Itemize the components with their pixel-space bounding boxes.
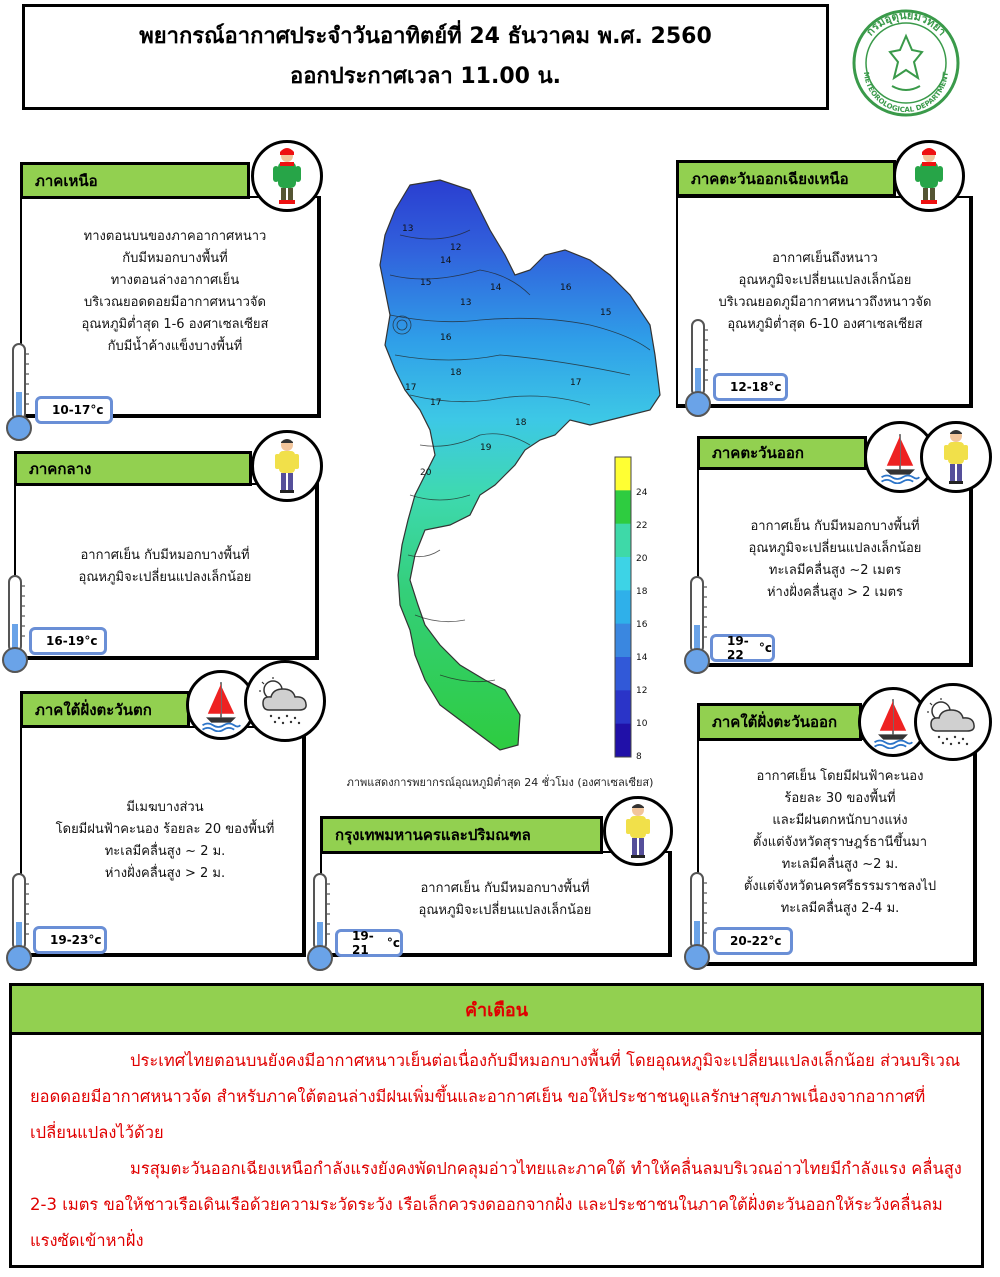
contour-label: 14: [490, 283, 502, 293]
legend-swatch: [615, 490, 631, 524]
bangkok-line: อุณหภูมิจะเปลี่ยนแปลงเล็กน้อย: [418, 903, 592, 918]
contour-label: 14: [440, 256, 452, 266]
contour-label: 17: [570, 378, 582, 388]
thermometer-icon: [305, 872, 335, 976]
seal-text-thai: กรมอุตุนิยมวิทยา: [863, 8, 949, 39]
south-east-line: ทะเลมีคลื่นสูง 2-4 ม.: [780, 901, 900, 916]
rain-cloud-icon: [244, 660, 326, 742]
thermometer-icon: [683, 318, 713, 422]
temp-unit: °c: [84, 634, 98, 648]
central-temp-range: [29, 627, 107, 655]
northeast-line: อุณหภูมิจะเปลี่ยนแปลงเล็กน้อย: [738, 273, 912, 288]
south-east-line: ทะเลมีคลื่นสูง ~2 ม.: [781, 857, 899, 872]
contour-label: 17: [405, 383, 417, 393]
legend-swatch: [615, 690, 631, 724]
south-west-line: ห่างฝั่งคลื่นสูง > 2 ม.: [104, 866, 226, 881]
east-line: อุณหภูมิจะเปลี่ยนแปลงเล็กน้อย: [748, 541, 922, 556]
northeast-temp-value: 12-18: [730, 380, 769, 394]
legend-swatch: [615, 624, 631, 658]
north-line: ทางตอนบนของภาคอากาศหนาว: [83, 229, 267, 244]
header-box: [22, 4, 829, 110]
northeast-line: อุณหภูมิต่ำสุด 6-10 องศาเซลเซียส: [727, 317, 923, 332]
cool-person-icon: [603, 796, 673, 866]
contour-label: 13: [402, 224, 414, 234]
cool-person-icon: [920, 421, 992, 493]
east-line: ห่างฝั่งคลื่นสูง > 2 เมตร: [766, 585, 903, 600]
north-temp-range: [35, 396, 113, 424]
south-west-forecast-text: [30, 797, 300, 885]
bangkok-line: อากาศเย็น กับมีหมอกบางพื้นที่: [420, 881, 590, 896]
south-east-line: ตั้งแต่จังหวัดสุราษฎร์ธานีขึ้นมา: [752, 835, 928, 850]
south-east-title: ภาคใต้ฝั่งตะวันออก: [697, 703, 862, 741]
meteorological-department-seal-icon: [842, 8, 970, 118]
legend-tick: 16: [636, 620, 648, 630]
east-line: อากาศเย็น กับมีหมอกบางพื้นที่: [750, 519, 920, 534]
contour-label: 12: [450, 243, 462, 253]
contour-label: 13: [460, 298, 472, 308]
east-line: ทะเลมีคลื่นสูง ~2 เมตร: [768, 563, 902, 578]
south-west-line: โดยมีฝนฟ้าคะนอง ร้อยละ 20 ของพื้นที่: [55, 822, 275, 837]
south-west-temp-value: 19-23: [50, 933, 89, 947]
legend-tick: 24: [636, 488, 648, 498]
cold-person-icon: [893, 140, 965, 212]
thermometer-icon: [682, 575, 712, 679]
thermometer-icon: [0, 574, 30, 678]
east-title: ภาคตะวันออก: [697, 436, 867, 470]
color-scale-legend: [615, 457, 648, 762]
rain-cloud-icon: [914, 683, 992, 761]
north-line: ทางตอนล่างอากาศเย็น: [110, 273, 240, 288]
contour-label: 17: [430, 398, 442, 408]
northeast-title: ภาคตะวันออกเฉียงเหนือ: [676, 160, 896, 197]
north-line: อุณหภูมิต่ำสุด 1-6 องศาเซลเซียส: [81, 317, 269, 332]
temp-unit: °c: [90, 403, 104, 417]
temp-unit: °c: [768, 380, 782, 394]
seal-text-english: METEOROLOGICAL DEPARTMENT: [861, 71, 951, 115]
south-east-line: และมีฝนตกหนักบางแห่ง: [772, 813, 908, 828]
map-caption: ภาพแสดงการพยากรณ์อุณหภูมิต่ำสุด 24 ชั่วโมง (องศาเซลเซียส): [346, 776, 654, 789]
warning-title: คำเตือน: [9, 983, 984, 1035]
north-title: ภาคเหนือ: [20, 162, 250, 199]
legend-swatch: [615, 557, 631, 591]
thermometer-icon: [682, 871, 712, 975]
south-east-temp-range: [713, 927, 793, 955]
temp-unit: °c: [88, 933, 102, 947]
contour-label: 20: [420, 468, 432, 478]
south-west-line: ทะเลมีคลื่นสูง ~ 2 ม.: [104, 844, 226, 859]
legend-swatch: [615, 590, 631, 624]
legend-tick: 22: [636, 521, 648, 531]
temperature-map: [330, 175, 670, 765]
warning-paragraph-2: มรสุมตะวันออกเฉียงเหนือกำลังแรงยังคงพัดปกคลุมอ่าวไทยและภาคใต้ ทำให้คลื่นลมบริเวณอ่าวไทยมีกำลังแรง คลื่นสูง 2-3 เมตร ขอให้ชาวเรือเดินเรือด้วยความระวัดระวัง เรือเล็กควรงดออกจากฝั่ง และประชาชนในภาคใต้ฝั่งตะวันออกให้ระวังคลื่นลมแรงซัดเข้าหาฝั่ง: [30, 1159, 962, 1250]
north-temp-value: 10-17: [52, 403, 91, 417]
contour-label: 18: [450, 368, 462, 378]
cool-person-icon: [251, 430, 323, 502]
east-temp-range: [710, 634, 775, 662]
northeast-line: อากาศเย็นถึงหนาว: [772, 251, 878, 266]
legend-tick: 18: [636, 587, 648, 597]
northeast-temp-range: [713, 373, 788, 401]
temp-unit: °c: [758, 641, 772, 655]
south-east-line: ตั้งแต่จังหวัดนครศรีธรรมราชลงไป: [743, 879, 937, 894]
north-line: กับมีหมอกบางพื้นที่: [122, 251, 228, 266]
cold-person-icon: [251, 140, 323, 212]
south-east-forecast-text: [715, 766, 965, 920]
bangkok-temp-value: 19-21: [352, 929, 374, 957]
central-line: อากาศเย็น กับมีหมอกบางพื้นที่: [80, 548, 250, 563]
legend-tick: 12: [636, 686, 648, 696]
north-line: บริเวณยอดดอยมีอากาศหนาวจัด: [84, 295, 266, 310]
bangkok-forecast-text: [360, 878, 650, 922]
contour-label: 15: [600, 308, 612, 318]
contour-label: 16: [440, 333, 452, 343]
temp-unit: °c: [768, 934, 782, 948]
issue-time: ออกประกาศเวลา 11.00 น.: [290, 64, 561, 89]
warning-body: [9, 1035, 984, 1268]
legend-tick: 20: [636, 554, 648, 564]
legend-tick: 8: [636, 752, 642, 762]
north-line: กับมีน้ำค้างแข็งบางพื้นที่: [107, 339, 243, 354]
north-forecast-text: [40, 226, 310, 358]
south-west-temp-range: [33, 926, 107, 954]
legend-tick: 14: [636, 653, 648, 663]
south-east-line: อากาศเย็น โดยมีฝนฟ้าคะนอง: [756, 769, 924, 784]
central-forecast-text: [30, 545, 300, 589]
contour-label: 19: [480, 443, 492, 453]
bangkok-title: กรุงเทพมหานครและปริมณฑล: [320, 816, 603, 854]
legend-swatch: [615, 724, 631, 758]
temp-unit: °c: [386, 936, 400, 950]
central-line: อุณหภูมิจะเปลี่ยนแปลงเล็กน้อย: [78, 570, 252, 585]
east-forecast-text: [710, 516, 960, 604]
warning-paragraph-1: ประเทศไทยตอนบนยังคงมีอากาศหนาวเย็นต่อเนื่องกับมีหมอกบางพื้นที่ โดยอุณหภูมิจะเปลี่ยนแปลงเล็กน้อย ส่วนบริเวณยอดดอยมีอากาศหนาวจัด สำหรับภาคใต้ตอนล่างมีฝนเพิ่มขึ้นและอากาศเย็น ขอให้ประชาชนดูแลรักษาสุขภาพเนื่องจากอากาศที่เปลี่ยนแปลงไว้ด้วย: [30, 1051, 961, 1142]
south-east-temp-value: 20-22: [730, 934, 769, 948]
legend-swatch: [615, 524, 631, 558]
central-temp-value: 16-19: [46, 634, 85, 648]
northeast-forecast-text: [690, 248, 960, 336]
contour-label: 18: [515, 418, 527, 428]
legend-swatch: [615, 457, 631, 491]
thermometer-icon: [4, 872, 34, 976]
legend-tick: 10: [636, 719, 648, 729]
thermometer-icon: [4, 342, 34, 446]
bangkok-temp-range: [335, 929, 403, 957]
central-title: ภาคกลาง: [14, 451, 252, 486]
east-temp-value: 19-22: [727, 634, 749, 662]
contour-label: 15: [420, 278, 432, 288]
legend-swatch: [615, 657, 631, 691]
page-title: พยากรณ์อากาศประจำวันอาทิตย์ที่ 24 ธันวาคม พ.ศ. 2560: [139, 24, 712, 49]
contour-label: 16: [560, 283, 572, 293]
south-west-line: มีเมฆบางส่วน: [126, 800, 204, 815]
northeast-line: บริเวณยอดภูมีอากาศหนาวถึงหนาวจัด: [718, 295, 932, 310]
south-east-line: ร้อยละ 30 ของพื้นที่: [784, 791, 896, 806]
south-west-title: ภาคใต้ฝั่งตะวันตก: [20, 691, 190, 728]
